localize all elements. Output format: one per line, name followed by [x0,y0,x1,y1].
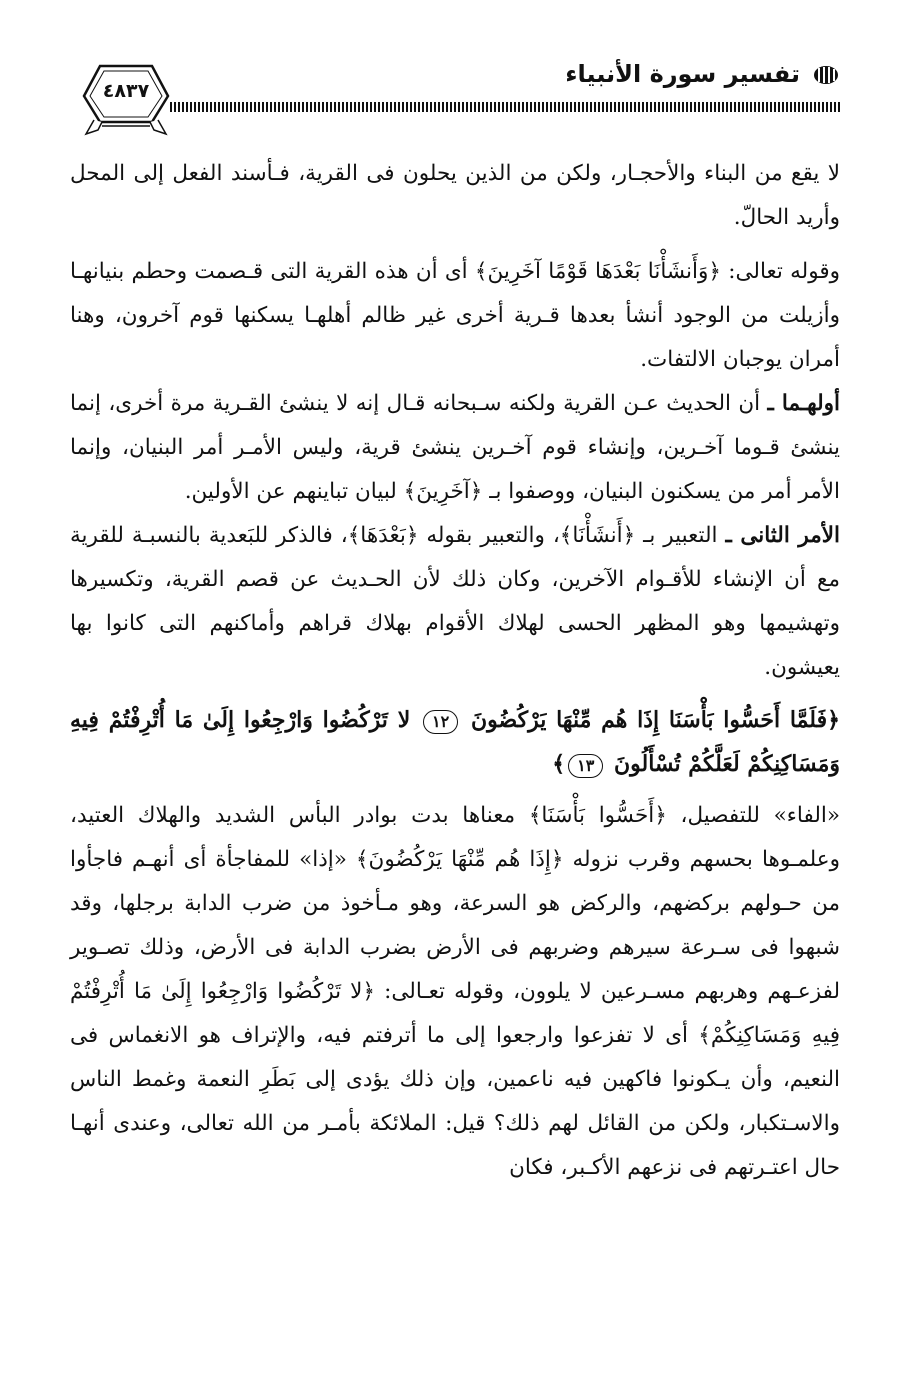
verse-text: ﴿فَلَمَّا أَحَسُّوا بَأْسَنَا إِذَا هُم مِّنْهَا يَرْكُضُونَ [471,707,840,733]
main-text [70,152,840,1190]
page-header [78,50,840,140]
paragraph [70,514,840,690]
paragraph: «الفاء» للتفصيل، ﴿أَحَسُّوا بَأْسَنَا﴾ معناها بدت بوادر البأس الشديد والهلاك العتيد، وعلمـوها بحسهم وقرب نزوله ﴿إِذَا هُم مِّنْهَا يَرْكُضُونَ﴾ «إذا» للمفاجأة أى أنهـم فاجأوا من حـولهم بركضهم، والركض هو السرعة، وهو مـأخوذ من ضرب الدابة برجلها، وقد شبهوا فى سـرعة سيرهم وضربهم فى الأرض بضرب الدابة فى الأرض، وذلك تصـوير لفزعـهم وهربهم مسـرعين لا يلوون، وقوله تعـالى: ﴿لا تَرْكُضُوا وَارْجِعُوا إِلَىٰ مَا أُتْرِفْتُمْ فِيهِ وَمَسَاكِنِكُمْ﴾ أى لا تفزعوا وارجعوا إلى ما أترفتم فيه، والإتراف هو الانغماس فى النعيم، وأن يـكونوا فاكهين فيه ناعمين، وإن ذلك يؤدى إلى بَطَرِ النعمة وغمط الناس والاسـتكبار، ولكن من القائل لهم ذلك؟ قيل: الملائكة بأمـر من الله تعالى، وعندى أنهـا حال اعتـرتهم فى نزعهم الأكـبر، فكان [70,803,840,1180]
page-number: ٤٨٣٧ [102,80,150,102]
verse-number: ١٣ [568,754,603,778]
running-title: تفسير سورة الأنبياء [565,60,800,88]
paragraph-lead: أولهـما ـ [767,391,840,416]
verse-close: ﴾ [552,751,566,777]
quran-verse [70,698,840,786]
verse-text: لا تَرْكُضُوا وَارْجِعُوا إِلَىٰ مَا أُتْرِفْتُمْ فِيهِ وَمَسَاكِنِكُمْ لَعَلَّكُمْ تُسْأَلُونَ [70,707,840,777]
ornament-icon [812,64,840,86]
verse-number: ١٢ [423,710,458,734]
paragraph-lead: الأمر الثانى ـ [725,523,840,548]
paragraph-text: التعبير بـ ﴿أَنشَأْنَا﴾، والتعبير بقوله ﴿بَعْدَهَا﴾، فالذكر للبَعدية بالنسبـة للقرية مع أن الإنشاء للأقـوام الآخرين، وكان ذلك لأن الحـديث عن قصم القرية، وتكسيرها وتهشيمها وهو المظهر الحسى لهلاك الأقوام بهلاك قراهم وأماكنهم التى كانوا بها يعيشون. [70,523,840,680]
paragraph [70,382,840,514]
paragraph: لا يقع من البناء والأحجـار، ولكن من الذين يحلون فى القرية، فـأسند الفعل إلى المحل وأريد الحالّ. [70,161,840,230]
paragraph: وقوله تعالى: ﴿وَأَنشَأْنَا بَعْدَهَا قَوْمًا آخَرِينَ﴾ أى أن هذه القرية التى قـصمت وحطم بنيانهـا وأزيلت من الوجود أنشأ بعدها قـرية أخرى غير ظالم أهلهـا يسكنها قوم آخرون، وهنا أمران يوجبان الالتفات. [70,259,840,372]
paragraph-text: أن الحديث عـن القرية ولكنه سـبحانه قـال إنه لا ينشئ القـرية مرة أخرى، إنما ينشئ قـوما آخـرين، وإنشاء قوم آخـرين ينشئ قرية، وليس الأمـر أمر البنيان، وإنما الأمر أمر من يسكنون البنيان، ووصفوا بـ ﴿آخَرِينَ﴾ لبيان تباينهم عن الأولين. [70,391,840,504]
header-rule [170,102,840,112]
